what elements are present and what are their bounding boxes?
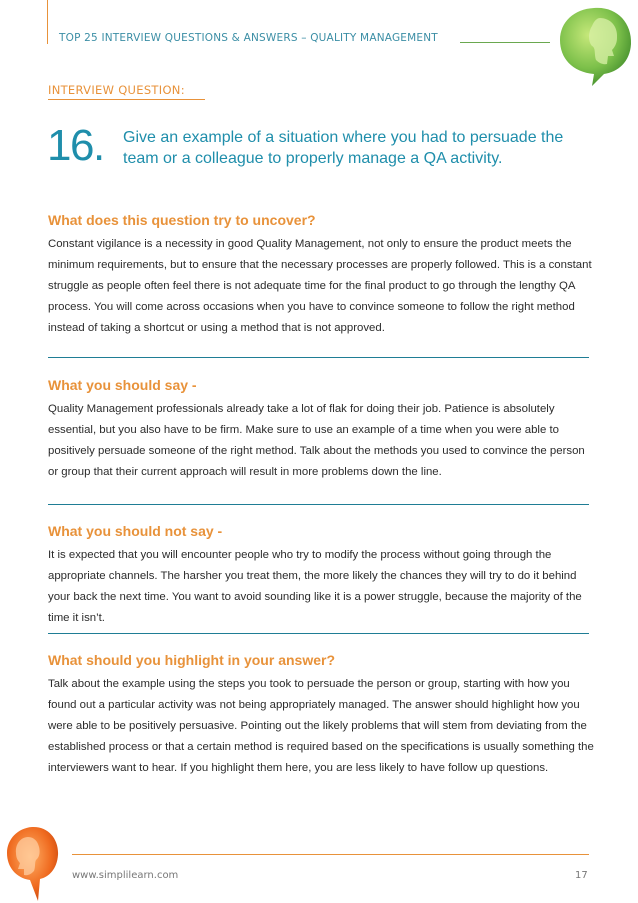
section-title-highlight: What should you highlight in your answer? — [48, 652, 335, 668]
footer-url[interactable]: www.simplilearn.com — [72, 870, 179, 881]
section-body-should-not-say: It is expected that you will encounter people who try to modify the process without going through the appropriate channels. The harsher you treat them, the more likely the chances they will try to do it behind your back the next time. You want to avoid sounding like it is a power struggle, because the majority of the time it isn’t. — [48, 549, 582, 624]
section-title-should-not-say: What you should not say - — [48, 523, 223, 539]
header-vertical-rule — [47, 0, 48, 44]
footer-rule — [72, 854, 589, 855]
header-rule — [460, 42, 550, 43]
section-body-highlight: Talk about the example using the steps you took to persuade the person or group, starting with how you found out a particular activity was not being appropriately managed. The answer should highlight how you were able to be positively persuasive. Pointing out the likely problems that will stem from deviating from the established process or that a certain method is required based on the specifications is usually something the interviewers want to hear. If you highlight them here, you are less likely to have follow up questions. — [48, 678, 594, 774]
section-divider — [48, 633, 589, 634]
page-number: 17 — [575, 870, 588, 881]
green-speech-bubble-head-icon — [556, 4, 634, 88]
interview-question-label: INTERVIEW QUESTION: — [48, 83, 185, 97]
interview-question-underline — [48, 99, 205, 100]
question-text: Give an example of a situation where you had to persuade the team or a colleague to properly manage a QA activity. — [123, 129, 564, 167]
question-number: 16. — [47, 121, 104, 170]
section-divider — [48, 504, 589, 505]
section-divider — [48, 357, 589, 358]
section-title-uncover: What does this question try to uncover? — [48, 212, 316, 228]
header-title: TOP 25 INTERVIEW QUESTIONS & ANSWERS – QUALITY MANAGEMENT — [59, 32, 438, 44]
section-body-should-say: Quality Management professionals already take a lot of flak for doing their job. Patience is absolutely essential, but you also have to be firm. Make sure to use an example of a time when you were able to positively persuade someone of the right method. Talk about the methods you used to convince the person or group that their current approach will result in more problems down the line. — [48, 403, 585, 478]
section-body-uncover: Constant vigilance is a necessity in good Quality Management, not only to ensure the product meets the minimum requirements, but to ensure that the necessary processes are properly followed. This is a constant struggle as people often feel there is not adequate time for the final product to go through the lengthy QA process. You will come across occasions when you have to convince someone to follow the right method instead of taking a shortcut or using a method that is not approved. — [48, 238, 592, 334]
section-title-should-say: What you should say - — [48, 377, 197, 393]
orange-speech-bubble-head-icon — [4, 823, 62, 903]
